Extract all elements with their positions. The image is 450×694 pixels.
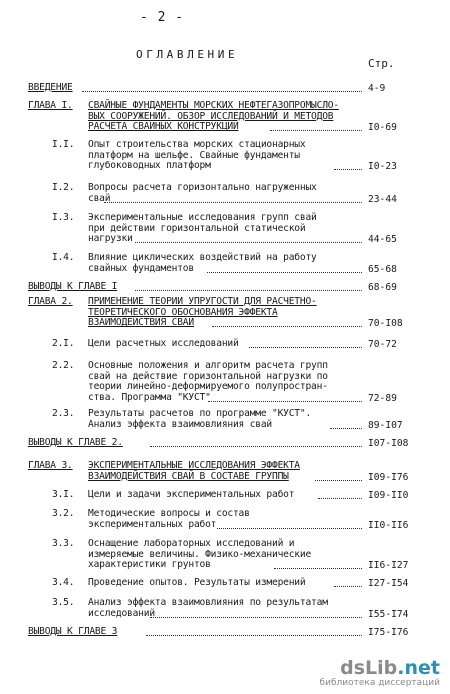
toc-entry-number: 2.2. xyxy=(52,360,75,371)
toc-entry-title-line: экспериментальных работ xyxy=(88,518,217,530)
watermark-subtitle: библиотека диссертаций xyxy=(319,678,440,688)
toc-entry-number: ВЫВОДЫ К ГЛАВЕ I xyxy=(28,281,118,292)
toc-entry-number: ВВЕДЕНИЕ xyxy=(28,82,73,93)
toc-entry-title-line: теории линейно-деформируемого полупростран- xyxy=(88,381,328,393)
toc-entry-title-line: Вопросы расчета горизонтально нагруженных xyxy=(88,182,317,193)
toc-entry-title-line: свай xyxy=(88,192,111,204)
toc-entry-pages: 89-I07 xyxy=(368,419,403,431)
page-column-label: Стр. xyxy=(368,57,395,70)
toc-entry-title-line: ПРИМЕНЕНИЕ ТЕОРИИ УПРУГОСТИ ДЛЯ РАСЧЕТНО- xyxy=(88,296,317,307)
toc-leader-dots xyxy=(330,428,362,429)
toc-leader-dots xyxy=(315,480,362,481)
toc-entry-number: I.3. xyxy=(52,212,75,223)
toc-leader-dots xyxy=(217,528,362,529)
toc-entry-number: 2.3. xyxy=(52,408,75,419)
toc-entry-title-line: РАСЧЕТА СВАЙНЫХ КОНСТРУКЦИЙ xyxy=(88,121,239,133)
toc-entry-pages: I07-I08 xyxy=(368,438,409,449)
toc-leader-dots xyxy=(82,91,362,92)
toc-leader-dots xyxy=(104,202,362,203)
toc-entry-number: 3.I. xyxy=(52,489,75,500)
toc-leader-dots xyxy=(318,498,362,499)
toc-leader-dots xyxy=(150,446,362,447)
toc-entry-number: I.2. xyxy=(52,182,75,193)
toc-entry-pages: 68-69 xyxy=(368,282,397,293)
toc-entry-title-line: Цели и задачи экспериментальных работ xyxy=(88,489,295,500)
toc-entry-pages: 4-9 xyxy=(368,83,386,94)
toc-entry-pages: I0-69 xyxy=(368,122,397,134)
toc-entry-title-line: Опыт строительства морских стационарных xyxy=(88,139,306,150)
toc-leader-dots xyxy=(135,290,362,291)
toc-entry-pages: I27-I54 xyxy=(368,578,409,589)
toc-leader-dots xyxy=(212,326,362,327)
toc-entry-title-line: Влияние циклических воздействий на работу xyxy=(88,252,317,263)
toc-entry-title-line: ВЫХ СООРУЖЕНИЙ. ОБЗОР ИССЛЕДОВАНИЙ И МЕТОДОВ xyxy=(88,110,334,122)
toc-entry-number: 3.3. xyxy=(52,538,75,549)
toc-entry-title-line: ства. Программа "КУСТ" xyxy=(88,391,211,403)
toc-entry-pages: 70-I08 xyxy=(368,318,403,330)
toc-entry-pages: II6-I27 xyxy=(368,560,409,572)
watermark xyxy=(320,658,440,688)
toc-entry-number: I.I. xyxy=(52,139,75,150)
toc-entry-number: ВЫВОДЫ К ГЛАВЕ 3 xyxy=(28,626,118,637)
toc-leader-dots xyxy=(270,130,362,131)
toc-leader-dots xyxy=(146,635,362,636)
toc-entry-title-line: нагрузки xyxy=(88,233,133,245)
toc-leader-dots xyxy=(334,169,362,170)
toc-entry-title-line: Оснащение лабораторных исследований и xyxy=(88,538,295,549)
toc-entry-number: I.4. xyxy=(52,252,75,263)
toc-entry-title-line: Проведение опытов. Результаты измерений xyxy=(88,577,306,588)
toc-entry-number: 2.I. xyxy=(52,338,75,349)
toc-entry-title-line: Основные положения и алгоритм расчета групп xyxy=(88,360,328,371)
toc-entry-title-line: характеристики грунтов xyxy=(88,559,211,571)
toc-entry-number: ГЛАВА 2. xyxy=(28,296,73,307)
toc-entry-pages: I75-I76 xyxy=(368,627,409,638)
toc-entry-title-line: Цели расчетных исследований xyxy=(88,338,239,349)
toc-entry-pages: II0-II6 xyxy=(368,519,409,531)
toc-entry-title-line: Анализ эффекта взаимовлияния свай xyxy=(88,418,273,430)
toc-leader-dots xyxy=(207,272,362,273)
toc-entry-title-line: Результаты расчетов по программе "КУСТ". xyxy=(88,408,312,419)
toc-entry-pages: I09-II0 xyxy=(368,490,409,501)
toc-entry-number: 3.4. xyxy=(52,577,75,588)
toc-entry-title-line: глубоководных платформ xyxy=(88,160,211,172)
toc-heading: ОГЛАВЛЕНИЕ xyxy=(136,48,239,61)
toc-leader-dots xyxy=(135,242,362,243)
toc-entry-pages: 72-89 xyxy=(368,392,397,404)
toc-entry-title-line: ТЕОРЕТИЧЕСКОГО ОБОСНОВАНИЯ ЭФФЕКТА xyxy=(88,306,278,318)
page-number: - 2 - xyxy=(140,10,185,25)
toc-entry-title-line: ЭКСПЕРИМЕНТАЛЬНЫЕ ИССЛЕДОВАНИЯ ЭФФЕКТА xyxy=(88,460,300,471)
toc-entry-pages: 23-44 xyxy=(368,193,397,205)
toc-entry-pages: 70-72 xyxy=(368,339,397,350)
toc-entry-title-line: исследований xyxy=(88,607,155,619)
toc-entry-number: ГЛАВА I. xyxy=(28,100,73,111)
toc-leader-dots xyxy=(334,586,362,587)
toc-entry-title-line: измеряемые величины. Физико-механические xyxy=(88,548,312,560)
toc-entry-title-line: платформ на шельфе. Свайные фундаменты xyxy=(88,149,300,161)
watermark-logo: dsLib.net xyxy=(340,657,440,679)
toc-entry-pages: I55-I74 xyxy=(368,608,409,620)
toc-leader-dots xyxy=(150,617,362,618)
toc-entry-number: 3.5. xyxy=(52,597,75,608)
toc-leader-dots xyxy=(274,568,362,569)
toc-entry-title-line: Методические вопросы и состав xyxy=(88,508,250,519)
toc-entry-title-line: свай на действие горизонтальной нагрузки по xyxy=(88,370,328,382)
toc-entry-pages: 44-65 xyxy=(368,234,397,246)
toc-entry-title-line: при действии горизонтальной статической xyxy=(88,222,306,234)
toc-entry-title-line: свайных фундаментов xyxy=(88,262,194,274)
toc-entry-title-line: Анализ эффекта взаимовлияния по результатам xyxy=(88,597,328,608)
toc-entry-title-line: СВАЙНЫЕ ФУНДАМЕНТЫ МОРСКИХ НЕФТЕГАЗОПРОМЫСЛО- xyxy=(88,100,339,111)
toc-leader-dots xyxy=(208,401,362,402)
toc-entry-pages: 65-68 xyxy=(368,263,397,275)
toc-entry-pages: I09-I76 xyxy=(368,471,409,483)
toc-entry-number: ГЛАВА 3. xyxy=(28,460,73,471)
toc-entry-title-line: Экспериментальные исследования групп свай xyxy=(88,212,317,223)
toc-leader-dots xyxy=(249,347,362,348)
toc-entry-number: ВЫВОДЫ К ГЛАВЕ 2. xyxy=(28,437,123,448)
toc-entry-pages: I0-23 xyxy=(368,161,397,173)
toc-entry-number: 3.2. xyxy=(52,508,75,519)
toc-entry-title-line: ВЗАИМОДЕЙСТВИЯ СВАЙ В СОСТАВЕ ГРУППЫ xyxy=(88,470,289,482)
toc-entry-title-line: ВЗАИМОДЕЙСТВИЯ СВАЙ xyxy=(88,317,194,329)
